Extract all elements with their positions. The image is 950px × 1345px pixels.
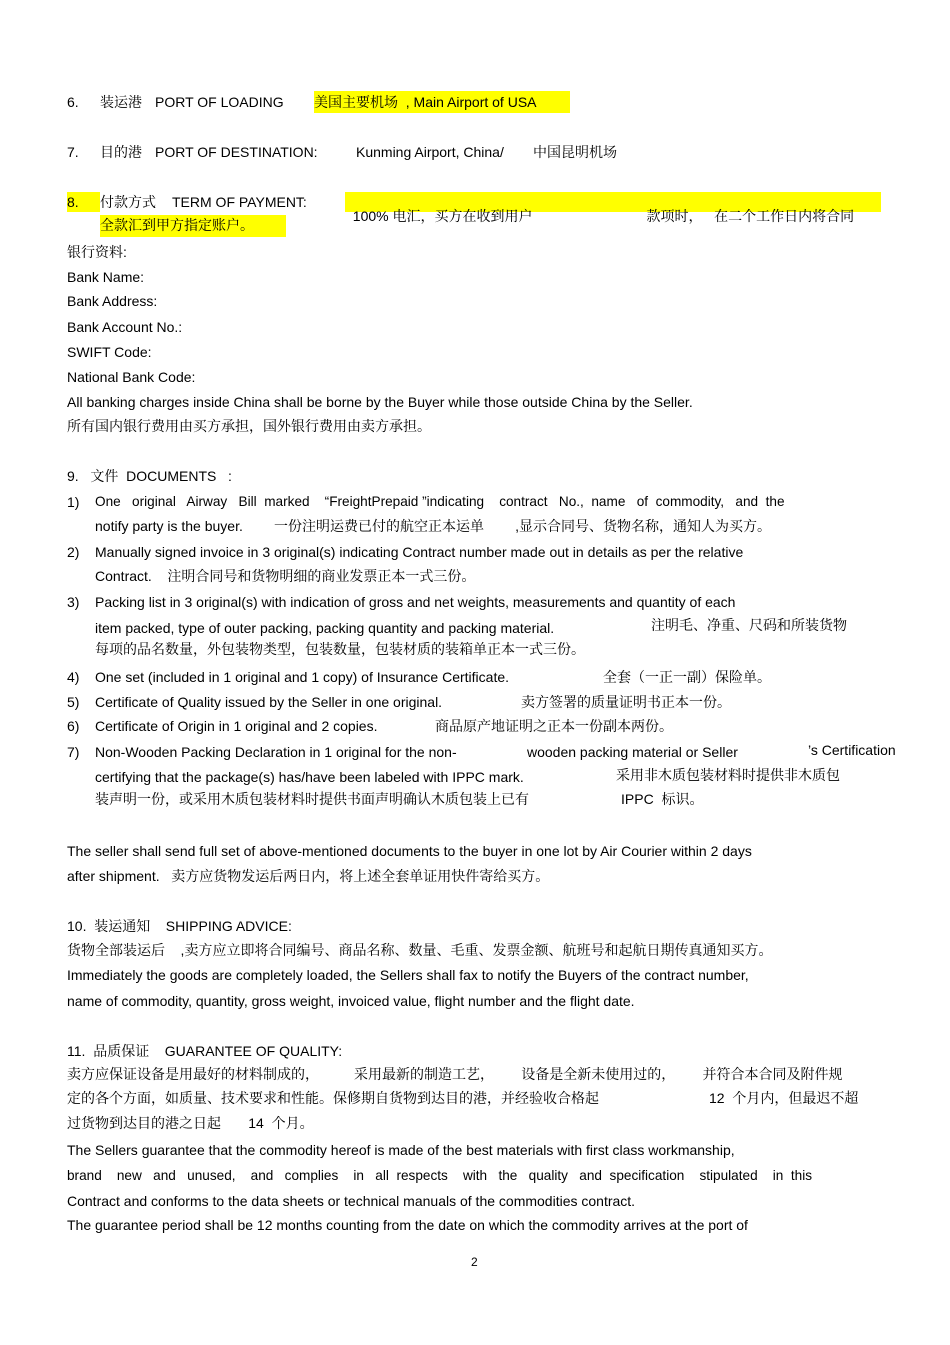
doc-item-4-cn: 全套（一正一副）保险单。 <box>603 669 771 685</box>
sec8-number: 8. <box>67 192 100 212</box>
shipping-advice-en-line2: name of commodity, quantity, gross weight, invoiced value, flight number and the flight date. <box>67 993 635 1009</box>
doc-item-7-line2: certifying that the package(s) has/have been labeled with IPPC mark. <box>95 769 524 785</box>
sec7-label-cn: 目的港 <box>100 144 142 160</box>
doc-item-3-line2: item packed, type of outer packing, packing quantity and packing material. <box>95 620 555 636</box>
payment-term-part-a: 100% 电汇，买方在收到用户 <box>352 208 533 224</box>
doc-item-number: 5) <box>67 694 80 710</box>
bank-name-label: Bank Name: <box>67 269 145 285</box>
doc-item-7-line1a: Non-Wooden Packing Declaration in 1 original for the non- <box>95 744 457 760</box>
banking-charges-cn: 所有国内银行费用由买方承担，国外银行费用由卖方承担。 <box>67 418 431 434</box>
guarantee-en-line2: brand new and unused, and complies in all respects with the quality and specification stipulated in this <box>67 1168 813 1183</box>
guarantee-en-line4: The guarantee period shall be 12 months counting from the date on which the commodity arrives at the port of <box>67 1217 748 1233</box>
sec6-number: 6. <box>67 94 79 110</box>
guarantee-cn-line2b: 12 个月内，但最迟不超 <box>709 1090 859 1106</box>
sec8-label-en: TERM OF PAYMENT: <box>172 194 307 210</box>
doc-item-7-line1b: wooden packing material or Seller <box>527 744 738 760</box>
bank-address-label: Bank Address: <box>67 293 158 309</box>
sec8-label-cn: 付款方式 <box>100 194 156 210</box>
doc-item-3-line1: Packing list in 3 original(s) with indication of gross and net weights, measurements and quantity of each <box>95 594 736 610</box>
guarantee-en-line3: Contract and conforms to the data sheets or technical manuals of the commodities contract. <box>67 1193 636 1209</box>
doc-item-number: 7) <box>67 744 80 760</box>
doc-item-7-line1c: ’s Certification <box>808 742 896 758</box>
doc-item-number: 4) <box>67 669 80 685</box>
doc-item-3-line2-cn: 注明毛、净重、尺码和所装货物 <box>651 617 847 633</box>
doc-item-5-en: Certificate of Quality issued by the Seller in one original. <box>95 694 443 710</box>
guarantee-cn-line1: 卖方应保证设备是用最好的材料制成的， 采用最新的制造工艺， 设备是全新未使用过的， 并符合本合同及附件规 <box>67 1066 843 1082</box>
swift-code-label: SWIFT Code: <box>67 344 152 360</box>
doc-item-4-en: One set (included in 1 original and 1 copy) of Insurance Certificate. <box>95 669 510 685</box>
doc-item-1-line1: One original Airway Bill marked “FreightPrepaid ”indicating contract No., name of commodity, and the <box>95 494 785 509</box>
sec7-label-en: PORT OF DESTINATION: <box>155 144 318 160</box>
documents-sending-line1: The seller shall send full set of above-mentioned documents to the buyer in one lot by Air Courier within 2 days <box>67 843 752 859</box>
bank-account-label: Bank Account No.: <box>67 319 183 335</box>
doc-item-1-line2: notify party is the buyer. 一份注明运费已付的航空正本运单 ,显示合同号、货物名称，通知人为买方。 <box>95 518 771 534</box>
port-of-loading-value: 美国主要机场 , Main Airport of USA <box>314 91 570 113</box>
doc-item-number: 3) <box>67 594 80 610</box>
port-of-destination-value-cn: 中国昆明机场 <box>533 144 617 160</box>
doc-item-6-en: Certificate of Origin in 1 original and 2 copies. <box>95 718 378 734</box>
doc-item-number: 1) <box>67 494 80 510</box>
sec6-label-cn: 装运港 <box>100 94 142 110</box>
doc-item-number: 2) <box>67 544 80 560</box>
doc-item-7-line2-cn: 采用非木质包装材料时提供非木质包 <box>616 767 840 783</box>
doc-item-2-line2: Contract. 注明合同号和货物明细的商业发票正本一式三份。 <box>95 568 476 584</box>
doc-item-7-line3-ippc: IPPC 标识。 <box>621 791 704 807</box>
shipping-advice-cn: 货物全部装运后 ,卖方应立即将合同编号、商品名称、数量、毛重、发票金额、航班号和起航日期传真通知买方。 <box>67 942 773 958</box>
doc-item-5-cn: 卖方签署的质量证明书正本一份。 <box>521 694 731 710</box>
sec6-label-en: PORT OF LOADING <box>155 94 284 110</box>
banking-charges-en: All banking charges inside China shall be borne by the Buyer while those outside China by the Seller. <box>67 394 693 410</box>
payment-term-line1 <box>345 192 881 224</box>
doc-item-7-line3: 装声明一份，或采用木质包装材料时提供书面声明确认木质包装上已有 <box>95 791 529 807</box>
payment-term-part-b: 款项时， 在二个工作日内将合同 <box>646 208 855 224</box>
guarantee-cn-line3: 过货物到达目的港之日起 14 个月。 <box>67 1115 314 1131</box>
sec10-heading: 10. 装运通知 SHIPPING ADVICE: <box>67 918 292 934</box>
payment-term-line2: 全款汇到甲方指定账户。 <box>100 215 286 237</box>
sec11-heading: 11. 品质保证 GUARANTEE OF QUALITY: <box>67 1043 343 1059</box>
documents-sending-line2: after shipment. 卖方应货物发运后两日内，将上述全套单证用快件寄给买方。 <box>67 868 550 884</box>
sec7-number: 7. <box>67 144 79 160</box>
doc-item-3-line3: 每项的品名数量，外包装物类型，包装数量，包装材质的装箱单正本一式三份。 <box>95 641 585 657</box>
page-number: 2 <box>471 1255 478 1269</box>
guarantee-cn-line2: 定的各个方面，如质量、技术要求和性能。保修期自货物到达目的港，并经验收合格起 <box>67 1090 599 1106</box>
national-bank-code-label: National Bank Code: <box>67 369 196 385</box>
port-of-destination-value: Kunming Airport, China/ <box>356 144 504 160</box>
doc-item-2-line1: Manually signed invoice in 3 original(s) indicating Contract number made out in details as per the relative <box>95 544 744 560</box>
guarantee-en-line1: The Sellers guarantee that the commodity hereof is made of the best materials with first class workmanship, <box>67 1142 735 1158</box>
shipping-advice-en-line1: Immediately the goods are completely loaded, the Sellers shall fax to notify the Buyers of the contract number, <box>67 967 749 983</box>
sec9-heading: 9. 文件 DOCUMENTS : <box>67 468 232 484</box>
doc-item-number: 6) <box>67 718 80 734</box>
doc-item-6-cn: 商品原产地证明之正本一份副本两份。 <box>435 718 673 734</box>
bank-info-title: 银行资料: <box>67 244 127 260</box>
